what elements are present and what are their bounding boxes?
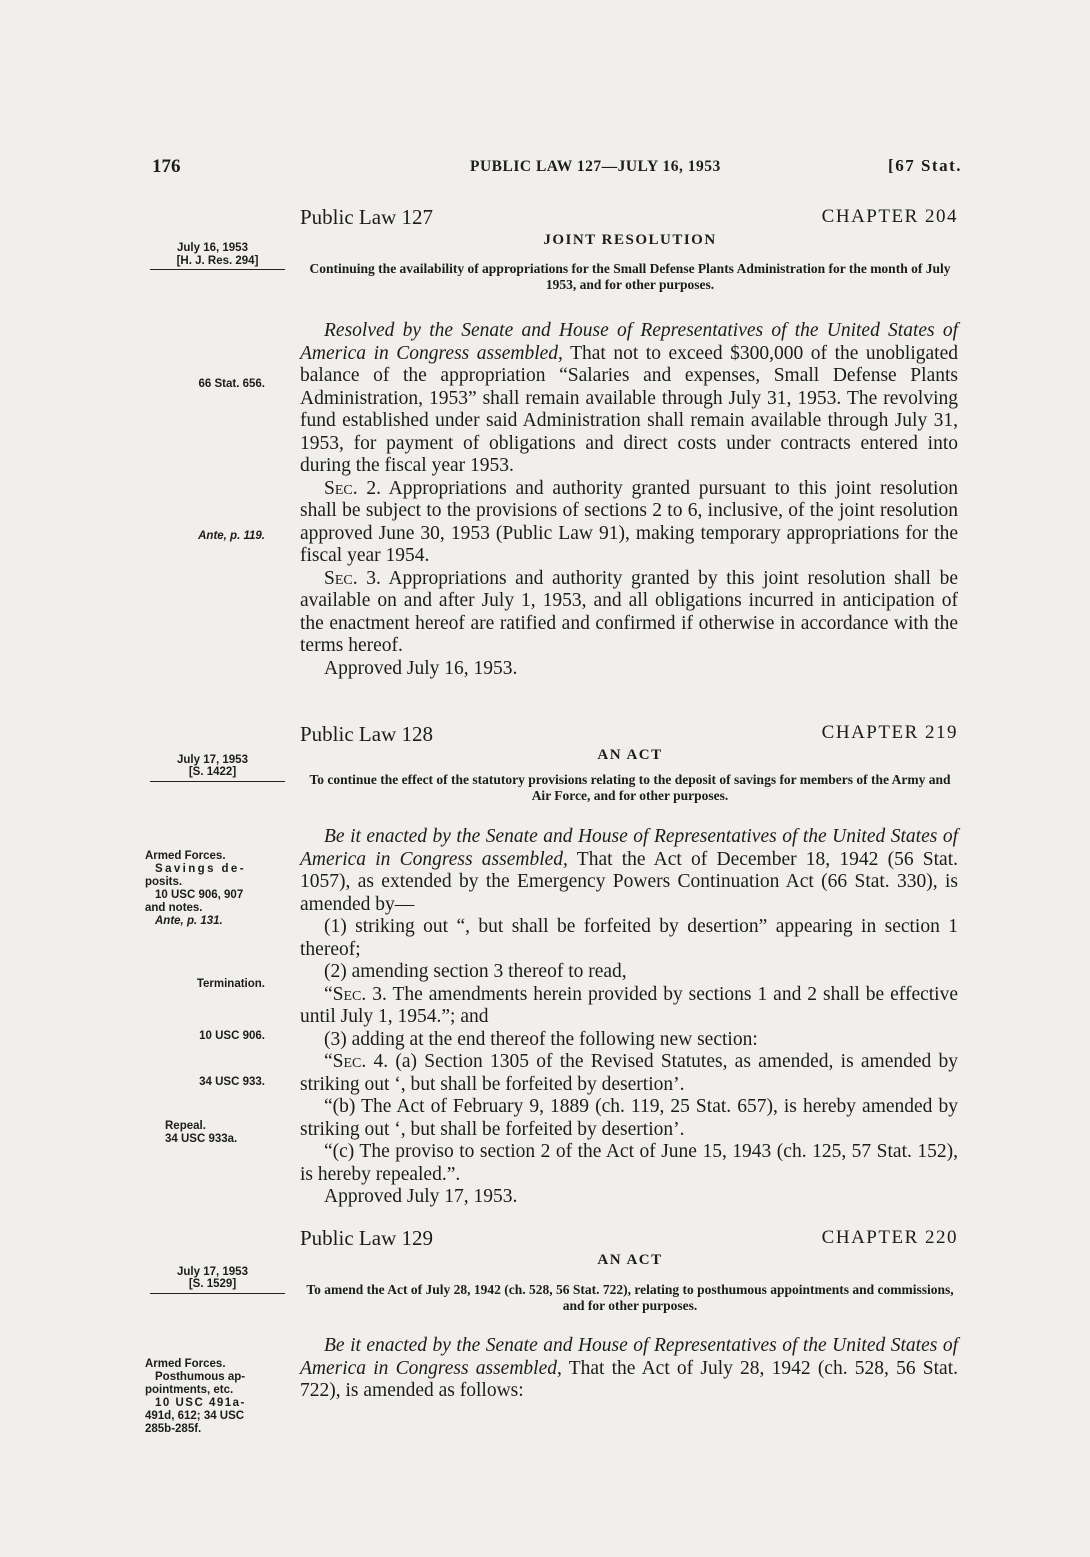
pl128-margin-armed-6: Ante, p. 131. xyxy=(155,915,223,927)
pl128-sub-c: “(c) The proviso to section 2 of the Act of June 15, 1943 (ch. 125, 57 Stat. 152), is hereby repealed.”. xyxy=(300,1141,958,1185)
pl127-body xyxy=(300,320,958,680)
pl128-margin-10usc: 10 USC 906. xyxy=(199,1030,265,1042)
pl129-margin-3: pointments, etc. xyxy=(145,1384,234,1396)
pl129-body xyxy=(300,1335,958,1403)
pl129-title: Public Law 129 xyxy=(300,1226,433,1250)
pl127-sec2-label: Sec. 2. xyxy=(324,477,381,499)
pl129-p1-rest: That the Act of July 28, 1942 (ch. 528, 56 Stat. 722), is amended as follows: xyxy=(300,1357,958,1401)
pl128-item-3: (3) adding at the end thereof the following new section: xyxy=(324,1028,758,1050)
pl129-chapter: CHAPTER 220 xyxy=(821,1227,958,1248)
pl127-section-3 xyxy=(300,568,958,658)
pl128-sec4-text: (a) Section 1305 of the Revised Statutes, as amended, is amended by striking out ‘, but shall be forfeited by desertion’. xyxy=(300,1051,959,1095)
pl128-margin-termination: Termination. xyxy=(196,978,265,990)
pl129-margin-6: 285b-285f. xyxy=(145,1423,202,1435)
pl129-type: AN ACT xyxy=(597,1252,663,1268)
pl128-sub-b: “(b) The Act of February 9, 1889 (ch. 119, 25 Stat. 657), is hereby amended by striking out ‘, but shall be forfeited by desertion’. xyxy=(300,1096,958,1140)
pl128-type: AN ACT xyxy=(597,747,663,763)
pl128-sec3-label: “Sec. 3. xyxy=(324,983,387,1005)
pl128-enacting-clause: Be it enacted by the Senate and House of Representatives of the United States of America in Congress assembled, xyxy=(300,826,958,870)
pl128-item-2: (2) amending section 3 thereof to read, xyxy=(324,961,627,982)
pl127-date-note: July 16, 1953 xyxy=(177,242,248,254)
pl128-sec3-text: The amendments herein provided by sections 1 and 2 shall be effective until July 1, 1954.”; and xyxy=(300,983,958,1027)
pl128-approved: Approved July 17, 1953. xyxy=(324,1186,518,1207)
pl127-p1-rest: That not to exceed $300,000 of the unobligated balance of the appropriation “Salaries and expenses, Small Defense Plants Administration, 1953” shall remain available through July 31, 1953. The revolving fund established under said Administration shall remain available through July 31, 1953, for payment of obligations and direct costs under contracts entered into during the fiscal year 1953. xyxy=(300,342,958,476)
pl128-margin-armed-4: 10 USC 906, 907 xyxy=(155,889,244,901)
pl127-approved: Approved July 16, 1953. xyxy=(324,657,518,679)
pl129-margin-rule xyxy=(150,1293,285,1294)
pl127-paragraph-1 xyxy=(300,320,958,478)
page-number: 176 xyxy=(152,156,181,177)
pl129-date-note: July 17, 1953 xyxy=(177,1266,248,1278)
pl127-bill-note: [H. J. Res. 294] xyxy=(176,255,259,267)
pl128-margin-armed-1: Armed Forces. xyxy=(145,850,226,862)
pl128-bill-note: [S. 1422] xyxy=(188,766,237,778)
pl127-margin-ante: Ante, p. 119. xyxy=(198,530,265,542)
pl127-section-2 xyxy=(300,478,958,568)
pl127-sec2-text: Appropriations and authority granted pursuant to this joint resolution shall be subject to the provisions of sections 2 to 6, inclusive, of the joint resolution approved June 30, 1953 (Public Law 91), making temporary appropriations for the fiscal year 1954. xyxy=(300,477,958,566)
pl128-paragraph-1 xyxy=(300,826,958,916)
pl127-type: JOINT RESOLUTION xyxy=(543,232,717,248)
pl128-margin-armed-2: Savings de- xyxy=(155,863,246,875)
pl129-margin-4: 10 USC 491a- xyxy=(155,1397,246,1409)
pl129-enacting-clause: Be it enacted by the Senate and House of Representatives of the United States of America in Congress assembled, xyxy=(300,1335,958,1379)
pl128-margin-repeal-2: 34 USC 933a. xyxy=(165,1133,238,1145)
volume-ref: [67 Stat. xyxy=(888,156,962,175)
pl128-item-1: (1) striking out “, but shall be forfeited by desertion” appearing in section 1 thereof; xyxy=(300,916,958,960)
pl128-margin-rule xyxy=(150,781,285,782)
pl128-date-note: July 17, 1953 xyxy=(177,754,248,766)
pl129-summary: To amend the Act of July 28, 1942 (ch. 528, 56 Stat. 722), relating to posthumous appointments and commissions, and for other purposes. xyxy=(306,1282,954,1313)
pl128-margin-armed-5: and notes. xyxy=(145,902,203,914)
pl128-title: Public Law 128 xyxy=(300,722,433,746)
pl129-margin-5: 491d, 612; 34 USC xyxy=(145,1410,245,1422)
pl129-margin-1: Armed Forces. xyxy=(145,1358,226,1370)
pl127-chapter: CHAPTER 204 xyxy=(821,206,958,227)
pl129-paragraph-1 xyxy=(300,1335,958,1403)
pl127-sec3-label: Sec. 3. xyxy=(324,567,381,589)
pl128-section-3 xyxy=(300,984,958,1029)
pl128-p1-rest: That the Act of December 18, 1942 (56 Stat. 1057), as extended by the Emergency Powers Continuation Act (66 Stat. 330), is amended by— xyxy=(300,848,958,915)
pl127-summary: Continuing the availability of appropriations for the Small Defense Plants Administration for the month of July 1953, and for other purposes. xyxy=(309,261,951,292)
pl128-margin-34usc: 34 USC 933. xyxy=(199,1076,265,1088)
running-title: PUBLIC LAW 127—JULY 16, 1953 xyxy=(470,158,721,175)
pl129-bill-note: [S. 1529] xyxy=(188,1278,237,1290)
pl129-margin-2: Posthumous ap- xyxy=(155,1371,246,1383)
pl128-chapter: CHAPTER 219 xyxy=(821,722,958,743)
pl128-margin-armed-3: posits. xyxy=(145,876,183,888)
pl127-sec3-text: Appropriations and authority granted by this joint resolution shall be available on and after July 1, 1953, and all obligations incurred in anticipation of the enactment hereof are ratified and confirmed if otherwise in accordance with the terms hereof. xyxy=(300,567,958,656)
pl128-sec4-label: “Sec. 4. xyxy=(324,1051,389,1072)
pl127-margin-stat: 66 Stat. 656. xyxy=(198,378,265,390)
pl127-enacting-clause: Resolved by the Senate and House of Representatives of the United States of America in Congress assembled, xyxy=(300,320,958,364)
pl128-margin-repeal-1: Repeal. xyxy=(165,1120,206,1132)
pl129-margin xyxy=(145,1358,290,1436)
pl128-body xyxy=(300,826,958,1209)
pl128-summary: To continue the effect of the statutory provisions relating to the deposit of savings for members of the Army and Air Force, and for other purposes. xyxy=(309,772,951,803)
pl127-title: Public Law 127 xyxy=(300,205,433,229)
pl128-section-4 xyxy=(300,1051,958,1096)
pl127-margin-rule xyxy=(150,269,285,270)
pl128-margin-repeal xyxy=(165,1120,285,1146)
pl128-margin-armed xyxy=(145,850,290,928)
